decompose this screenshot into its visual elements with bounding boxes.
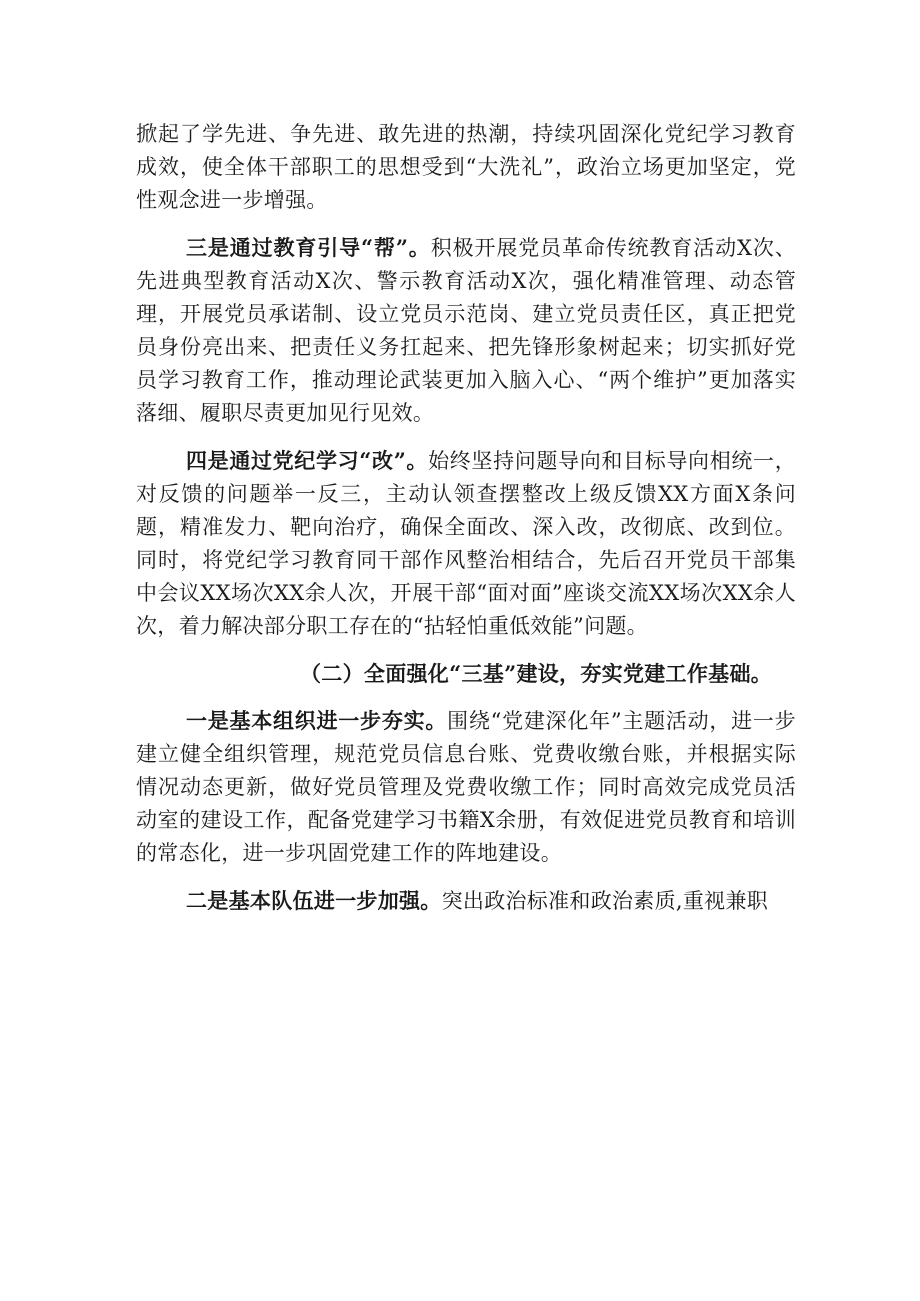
paragraph-lead: 三是通过教育引导“帮”。 xyxy=(186,235,431,260)
paragraph-text: 围绕“党建深化年”主题活动，进一步建立健全组织管理，规范党员信息台账、党费收缴台账，并根据实际情况动态更新，做好党员管理及党费收缴工作；同时高效完成党员活动室的建设工作，配备党建学习书籍X余册，有效促进党员教育和培训的常态化，进一步巩固党建工作的阵地建设。 xyxy=(136,709,796,865)
section-heading: （二）全面强化“三基”建设，夯实党建工作基础。 xyxy=(300,661,773,686)
paragraph-text: 积极开展党员革命传统教育活动X次、先进典型教育活动X次、警示教育活动X次，强化精准管理、动态管理，开展党员承诺制、设立党员示范岗、建立党员责任区，真正把党员身份亮出来、把责任义务扛起来、把先锋形象树起来；切实抓好党员学习教育工作，推动理论武装更加入脑入心、“两个维护”更加落实落细、履职尽责更加见行见效。 xyxy=(136,236,796,425)
paragraph-discipline-study xyxy=(136,444,796,643)
paragraph-text: 突出政治标准和政治素质,重视兼职 xyxy=(441,889,769,913)
paragraph-lead: 二是基本队伍进一步加强。 xyxy=(186,888,442,913)
paragraph-education-guidance xyxy=(136,231,796,430)
paragraph-text: 始终坚持问题导向和目标导向相统一，对反馈的问题举一反三，主动认领查摆整改上级反馈XX方面X条问题，精准发力、靶向治疗，确保全面改、深入改，改彻底、改到位。同时，将党纪学习教育同干部作风整治相结合，先后召开党员干部集中会议XX场次XX余人次，开展干部“面对面”座谈交流XX场次XX余人次，着力解决部分职工存在的“拈轻怕重低效能”问题。 xyxy=(136,449,796,638)
paragraph-continuation xyxy=(136,118,796,217)
paragraph-lead: 四是通过党纪学习“改”。 xyxy=(186,448,429,473)
document-body xyxy=(136,118,796,918)
paragraph-lead: 一是基本组织进一步夯实。 xyxy=(186,708,448,733)
paragraph-basic-team xyxy=(136,884,796,918)
paragraph-text: 掀起了学先进、争先进、敢先进的热潮，持续巩固深化党纪学习教育成效，使全体干部职工的思想受到“大洗礼”，政治立场更加坚定，党性观念进一步增强。 xyxy=(136,122,796,212)
paragraph-basic-organization xyxy=(136,704,796,870)
